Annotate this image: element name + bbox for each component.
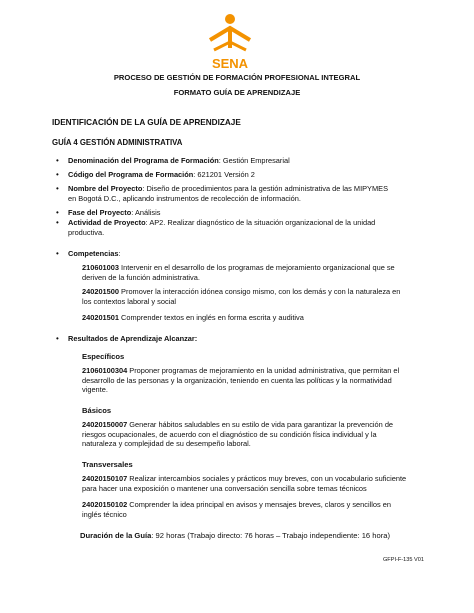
- transversales-block-1: [82, 474, 420, 493]
- transversales-2-code: 24020150102: [82, 500, 128, 509]
- competencia-3: [82, 313, 420, 323]
- list-item-resultados: [68, 334, 418, 344]
- competencia-2: [82, 287, 420, 306]
- especificos-block: [82, 366, 420, 395]
- competencia-1: [82, 263, 420, 282]
- competencia-1-code: 210601003: [82, 263, 119, 272]
- duracion-value: : 92 horas (Trabajo directo: 76 horas – Trabajo independiente: 16 hora): [151, 531, 390, 540]
- duracion: [80, 531, 390, 541]
- basicos-title: Básicos: [82, 406, 112, 415]
- proyecto-label: Nombre del Proyecto: [68, 184, 143, 193]
- form-code-footer: GFPI-F-135 V01: [382, 557, 424, 563]
- list-item-codigo: [68, 170, 418, 180]
- section-heading: IDENTIFICACIÓN DE LA GUÍA DE APRENDIZAJE: [52, 118, 241, 127]
- especificos-line1: Proponer programas de mejoramiento en la unidad administrativa, que permitan el: [127, 366, 400, 375]
- list-item-competencias: [68, 249, 418, 259]
- fase-value: : Análisis: [131, 208, 161, 217]
- proyecto-value-1: : Diseño de procedimientos para la gestión administrativa de las MIPYMES: [142, 184, 388, 193]
- basicos-block: [82, 420, 420, 449]
- competencia-3-line1: Comprender textos en inglés en forma escrita y auditiva: [119, 313, 304, 322]
- competencia-1-line2: deriven de la función administrativa.: [82, 272, 200, 282]
- transversales-2-line1: Comprender la idea principal en avisos y mensajes breves, claros y sencillos en: [127, 500, 391, 509]
- codigo-value: : 621201 Versión 2: [193, 170, 255, 179]
- basicos-line1: Generar hábitos saludables en su estilo de vida para garantizar la prevención de: [127, 420, 394, 429]
- list-item-proyecto: [68, 184, 418, 203]
- guide-title: GUÍA 4 GESTIÓN ADMINISTRATIVA: [52, 138, 183, 147]
- basicos-line2: riesgos ocupacionales, de acuerdo con el diagnóstico de su condición física individual y la: [82, 429, 377, 439]
- programa-label: Denominación del Programa de Formación: [68, 156, 219, 165]
- document-title: PROCESO DE GESTIÓN DE FORMACIÓN PROFESIONAL INTEGRAL: [113, 73, 361, 82]
- codigo-label: Código del Programa de Formación: [68, 170, 194, 179]
- list-item-actividad: [68, 218, 418, 237]
- transversales-1-line1: Realizar intercambios sociales y prácticos muy breves, con un vocabulario suficiente: [127, 474, 407, 483]
- list-item-fase: [68, 208, 418, 218]
- competencias-colon: :: [118, 249, 121, 258]
- document-subtitle: FORMATO GUÍA DE APRENDIZAJE: [173, 88, 301, 97]
- competencia-2-code: 240201500: [82, 287, 119, 296]
- basicos-line3: naturaleza y complejidad de su desempeño laboral.: [82, 439, 251, 449]
- programa-value: : Gestión Empresarial: [218, 156, 290, 165]
- competencias-label: Competencias: [68, 249, 119, 258]
- actividad-value-1: : AP2. Realizar diagnóstico de la situación organizacional de la unidad: [145, 218, 376, 227]
- basicos-code: 24020150007: [82, 420, 128, 429]
- transversales-1-line2: para hacer una exposición o mantener una conversación sencilla sobre temas técnicos: [82, 483, 367, 493]
- competencia-3-code: 240201501: [82, 313, 119, 322]
- especificos-code: 21060100304: [82, 366, 128, 375]
- especificos-line3: vigente.: [82, 385, 108, 395]
- transversales-block-2: [82, 500, 420, 519]
- transversales-2-line2: inglés técnico: [82, 509, 127, 519]
- competencia-1-line1: Intervenir en el desarrollo de los programas de mejoramiento organizacional que se: [119, 263, 395, 272]
- transversales-1-code: 24020150107: [82, 474, 128, 483]
- actividad-label: Actividad de Proyecto: [68, 218, 146, 227]
- especificos-title: Específicos: [82, 352, 125, 361]
- list-item-programa: [68, 156, 418, 166]
- sena-logo: [208, 12, 252, 74]
- transversales-title: Transversales: [82, 460, 133, 469]
- actividad-value-2: productiva.: [68, 227, 105, 237]
- resultados-label: Resultados de Aprendizaje Alcanzar:: [68, 334, 198, 343]
- especificos-line2: desarrollo de las personas y la organización, teniendo en cuenta las políticas y la normatividad: [82, 375, 392, 385]
- competencia-2-line1: Promover la interacción idónea consigo mismo, con los demás y con la naturaleza en: [119, 287, 401, 296]
- competencia-2-line2: los contextos laboral y social: [82, 296, 177, 306]
- proyecto-value-2: en Bogotá D.C., aplicando instrumentos de recolección de información.: [68, 193, 301, 203]
- duracion-label: Duración de la Guía: [80, 531, 152, 540]
- fase-label: Fase del Proyecto: [68, 208, 132, 217]
- logo-text: SENA: [211, 56, 249, 71]
